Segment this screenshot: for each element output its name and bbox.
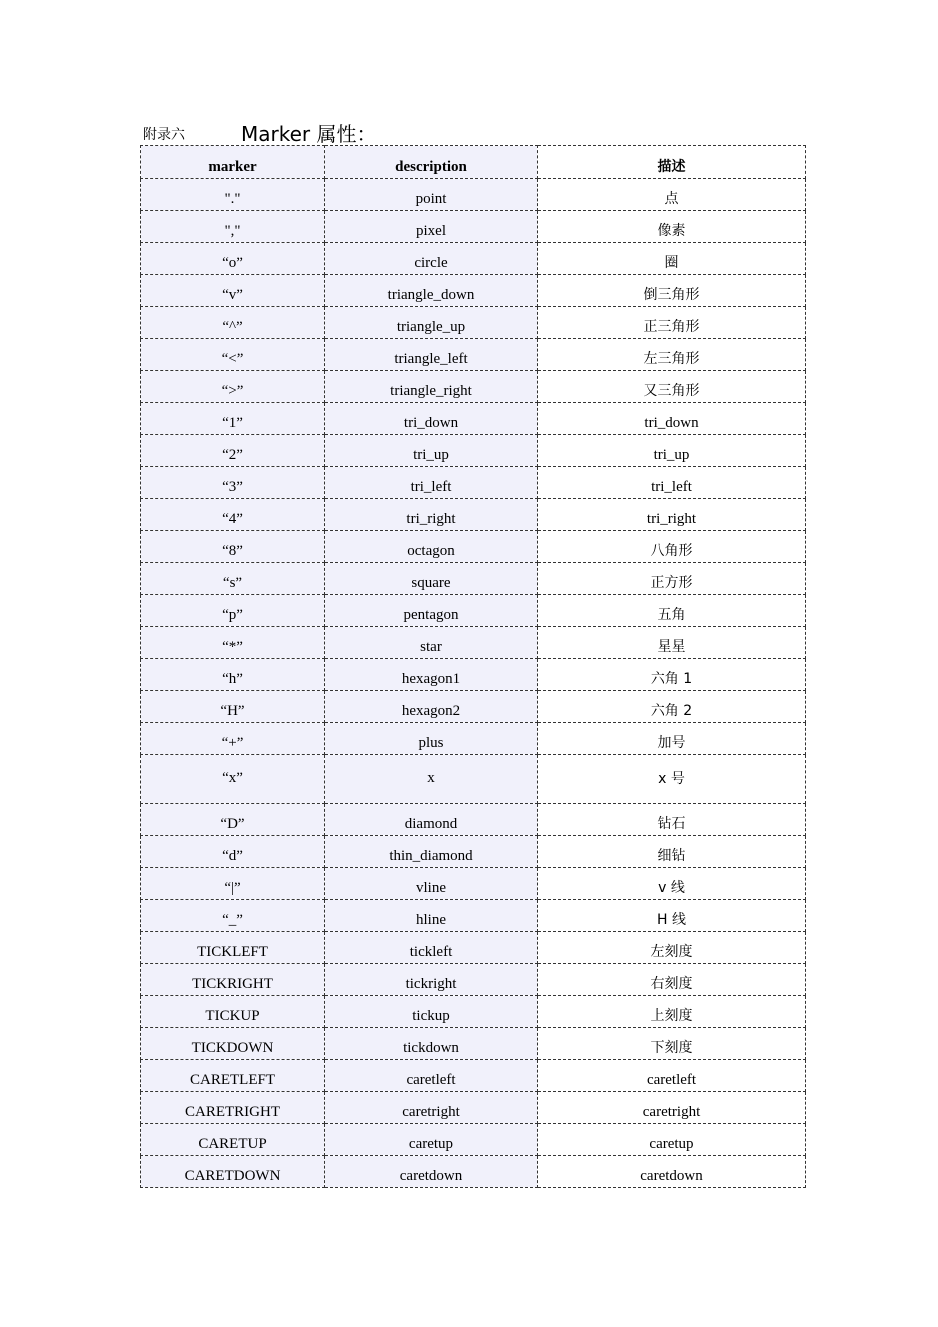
- description-cell: hexagon2: [325, 691, 538, 723]
- description-cell: triangle_up: [325, 307, 538, 339]
- table-row: [141, 627, 806, 659]
- table-row: [141, 836, 806, 868]
- chinese-description-cell: caretright: [538, 1092, 806, 1124]
- table-row: [141, 755, 806, 804]
- description-cell: thin_diamond: [325, 836, 538, 868]
- chinese-description-cell: tri_down: [538, 403, 806, 435]
- table-row: [141, 1156, 806, 1188]
- marker-cell: “v”: [141, 275, 325, 307]
- chinese-description-cell: 像素: [538, 211, 806, 243]
- description-cell: circle: [325, 243, 538, 275]
- marker-cell: “_”: [141, 900, 325, 932]
- description-cell: diamond: [325, 804, 538, 836]
- description-cell: tickleft: [325, 932, 538, 964]
- description-cell: triangle_down: [325, 275, 538, 307]
- table-row: [141, 307, 806, 339]
- marker-cell: “4”: [141, 499, 325, 531]
- chinese-description-cell: H 线: [538, 900, 806, 932]
- table-row: [141, 371, 806, 403]
- description-cell: tri_down: [325, 403, 538, 435]
- header-marker: marker: [141, 146, 325, 179]
- marker-cell: “s”: [141, 563, 325, 595]
- chinese-description-cell: 细钻: [538, 836, 806, 868]
- description-cell: caretdown: [325, 1156, 538, 1188]
- appendix-label: 附录六: [143, 127, 185, 143]
- table-row: [141, 932, 806, 964]
- table-row: [141, 563, 806, 595]
- description-cell: x: [325, 755, 538, 804]
- table-row: [141, 1092, 806, 1124]
- table-row: [141, 1124, 806, 1156]
- chinese-description-cell: 加号: [538, 723, 806, 755]
- chinese-description-cell: 钻石: [538, 804, 806, 836]
- chinese-description-cell: 星星: [538, 627, 806, 659]
- marker-cell: “<”: [141, 339, 325, 371]
- table-row: [141, 1028, 806, 1060]
- chinese-description-cell: 下刻度: [538, 1028, 806, 1060]
- marker-cell: TICKLEFT: [141, 932, 325, 964]
- description-cell: caretleft: [325, 1060, 538, 1092]
- table-row: [141, 868, 806, 900]
- table-row: [141, 595, 806, 627]
- header-chinese-description: 描述: [538, 146, 806, 179]
- marker-cell: “D”: [141, 804, 325, 836]
- table-header-row: [141, 146, 806, 179]
- chinese-description-cell: tri_right: [538, 499, 806, 531]
- marker-cell: CARETLEFT: [141, 1060, 325, 1092]
- description-cell: caretright: [325, 1092, 538, 1124]
- table-row: [141, 435, 806, 467]
- description-cell: plus: [325, 723, 538, 755]
- marker-cell: “3”: [141, 467, 325, 499]
- description-cell: pixel: [325, 211, 538, 243]
- table-row: [141, 403, 806, 435]
- table-row: [141, 467, 806, 499]
- marker-cell: TICKRIGHT: [141, 964, 325, 996]
- description-cell: tri_up: [325, 435, 538, 467]
- chinese-description-cell: 倒三角形: [538, 275, 806, 307]
- description-cell: tri_right: [325, 499, 538, 531]
- marker-cell: “2”: [141, 435, 325, 467]
- description-cell: triangle_right: [325, 371, 538, 403]
- marker-cell: “^”: [141, 307, 325, 339]
- chinese-description-cell: v 线: [538, 868, 806, 900]
- description-cell: octagon: [325, 531, 538, 563]
- marker-cell: TICKUP: [141, 996, 325, 1028]
- chinese-description-cell: caretleft: [538, 1060, 806, 1092]
- marker-cell: CARETRIGHT: [141, 1092, 325, 1124]
- chinese-description-cell: 圈: [538, 243, 806, 275]
- marker-cell: ",": [141, 211, 325, 243]
- description-cell: pentagon: [325, 595, 538, 627]
- table-row: [141, 211, 806, 243]
- description-cell: vline: [325, 868, 538, 900]
- chinese-description-cell: tri_up: [538, 435, 806, 467]
- chinese-description-cell: caretdown: [538, 1156, 806, 1188]
- table-row: [141, 275, 806, 307]
- chinese-description-cell: caretup: [538, 1124, 806, 1156]
- chinese-description-cell: 左刻度: [538, 932, 806, 964]
- table-row: [141, 243, 806, 275]
- description-cell: tickdown: [325, 1028, 538, 1060]
- marker-cell: “*”: [141, 627, 325, 659]
- description-cell: star: [325, 627, 538, 659]
- marker-table: [140, 145, 806, 1188]
- marker-cell: “>”: [141, 371, 325, 403]
- table-row: [141, 723, 806, 755]
- chinese-description-cell: 六角 1: [538, 659, 806, 691]
- description-cell: hexagon1: [325, 659, 538, 691]
- table-row: [141, 179, 806, 211]
- marker-cell: “p”: [141, 595, 325, 627]
- marker-cell: TICKDOWN: [141, 1028, 325, 1060]
- marker-cell: ".": [141, 179, 325, 211]
- table-body: [141, 179, 806, 1188]
- table-row: [141, 1060, 806, 1092]
- description-cell: caretup: [325, 1124, 538, 1156]
- chinese-description-cell: 左三角形: [538, 339, 806, 371]
- marker-cell: “|”: [141, 868, 325, 900]
- marker-cell: “h”: [141, 659, 325, 691]
- chinese-description-cell: 又三角形: [538, 371, 806, 403]
- chinese-description-cell: 右刻度: [538, 964, 806, 996]
- marker-cell: “H”: [141, 691, 325, 723]
- chinese-description-cell: 正三角形: [538, 307, 806, 339]
- chinese-description-cell: 八角形: [538, 531, 806, 563]
- chinese-description-cell: x 号: [538, 755, 806, 804]
- chinese-description-cell: 上刻度: [538, 996, 806, 1028]
- description-cell: hline: [325, 900, 538, 932]
- marker-cell: “1”: [141, 403, 325, 435]
- description-cell: tickup: [325, 996, 538, 1028]
- table-row: [141, 499, 806, 531]
- chinese-description-cell: 六角 2: [538, 691, 806, 723]
- description-cell: square: [325, 563, 538, 595]
- table-row: [141, 531, 806, 563]
- header-description: description: [325, 146, 538, 179]
- marker-cell: “d”: [141, 836, 325, 868]
- description-cell: tri_left: [325, 467, 538, 499]
- table-row: [141, 996, 806, 1028]
- chinese-description-cell: tri_left: [538, 467, 806, 499]
- table-row: [141, 964, 806, 996]
- table-row: [141, 339, 806, 371]
- table-row: [141, 900, 806, 932]
- marker-cell: “+”: [141, 723, 325, 755]
- table-row: [141, 691, 806, 723]
- description-cell: tickright: [325, 964, 538, 996]
- description-cell: point: [325, 179, 538, 211]
- table-row: [141, 659, 806, 691]
- table-row: [141, 804, 806, 836]
- marker-cell: CARETDOWN: [141, 1156, 325, 1188]
- page-title: Marker 属性：: [241, 122, 377, 146]
- marker-cell: “8”: [141, 531, 325, 563]
- marker-cell: “o”: [141, 243, 325, 275]
- chinese-description-cell: 五角: [538, 595, 806, 627]
- marker-cell: “x”: [141, 755, 325, 804]
- description-cell: triangle_left: [325, 339, 538, 371]
- marker-cell: CARETUP: [141, 1124, 325, 1156]
- chinese-description-cell: 正方形: [538, 563, 806, 595]
- chinese-description-cell: 点: [538, 179, 806, 211]
